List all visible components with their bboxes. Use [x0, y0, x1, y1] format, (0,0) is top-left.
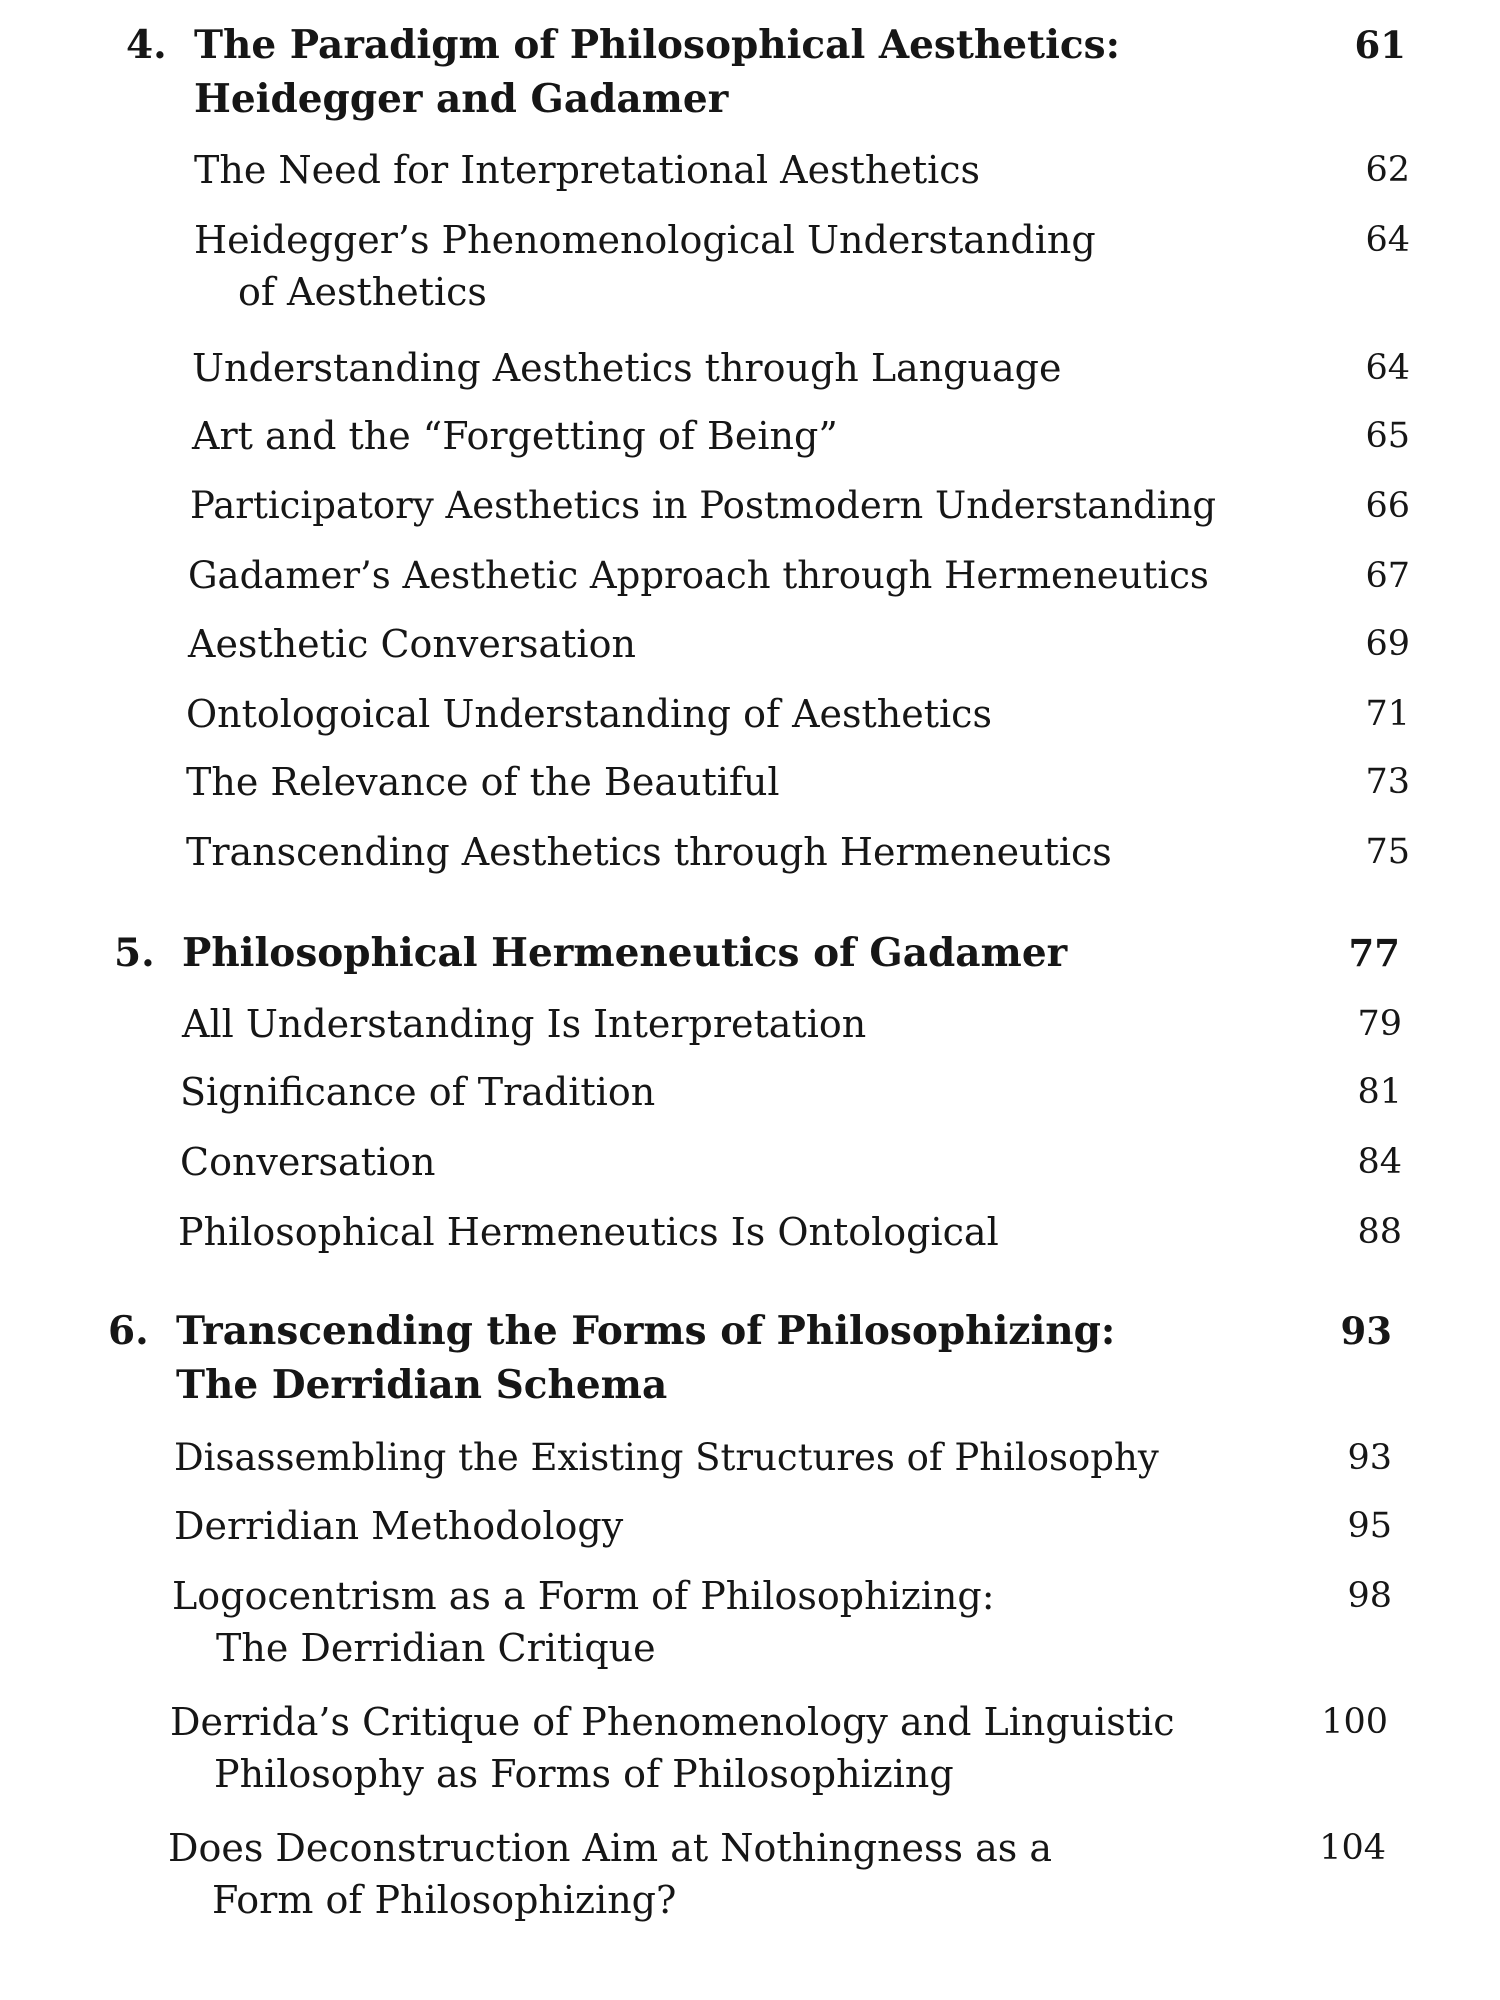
entry-title [180, 1066, 655, 1118]
entry-title-line: Aesthetic Conversation [188, 622, 636, 666]
entry-title-line: Heidegger’s Phenomenological Understanding [194, 218, 1096, 262]
entry-title-line: Participatory Aesthetics in Postmodern Understanding [190, 484, 1217, 527]
entry-title [182, 998, 866, 1050]
entry-title-line: Philosophical Hermeneutics Is Ontological [178, 1210, 999, 1254]
entry-title [194, 214, 1096, 318]
entry-title [174, 1500, 623, 1552]
entry-page-number: 73 [1365, 762, 1410, 802]
entry-page-number: 88 [1357, 1212, 1402, 1252]
entry-title [192, 410, 838, 462]
chapter-number: 6. [108, 1308, 149, 1354]
entry-title-line: Conversation [180, 1140, 436, 1184]
chapter-number: 4. [126, 22, 167, 68]
entry-title-line: Significance of Tradition [180, 1070, 656, 1114]
entry-title [188, 550, 1209, 602]
entry-page-number: 64 [1365, 348, 1410, 388]
entry-title-line: Logocentrism as a Form of Philosophizing: [172, 1574, 995, 1618]
chapter-page-number: 61 [1354, 23, 1406, 67]
entry-title [194, 144, 980, 196]
entry-title [180, 1136, 435, 1188]
entry-page-number: 75 [1365, 832, 1410, 872]
entry-title-line: Form of Philosophizing? [212, 1878, 677, 1922]
entry-page-number: 62 [1365, 150, 1410, 190]
chapter-page-number: 77 [1348, 931, 1400, 975]
entry-page-number: 64 [1365, 220, 1410, 260]
entry-title-line: Derrida’s Critique of Phenomenology and Linguistic [170, 1700, 1175, 1744]
entry-page-number: 81 [1357, 1072, 1402, 1112]
entry-title-line: of Aesthetics [238, 270, 487, 314]
entry-title [186, 756, 780, 808]
entry-page-number: 65 [1365, 416, 1410, 456]
entry-title [170, 1696, 1175, 1800]
chapter-title [176, 1304, 1115, 1412]
entry-title-line: The Derridian Critique [216, 1626, 656, 1670]
chapter-title [194, 18, 1120, 126]
entry-title-line: Ontologoical Understanding of Aesthetics [186, 692, 992, 736]
entry-title [178, 1206, 999, 1258]
entry-title [168, 1822, 1052, 1926]
chapter-title-line: Transcending the Forms of Philosophizing: [176, 1308, 1116, 1354]
entry-title [172, 1570, 995, 1674]
entry-title-line: Art and the “Forgetting of Being” [192, 414, 838, 458]
entry-page-number: 95 [1347, 1506, 1392, 1546]
chapter-number: 5. [114, 930, 155, 976]
chapter-page-number: 93 [1340, 1309, 1392, 1353]
entry-title-line: Philosophy as Forms of Philosophizing [214, 1752, 954, 1796]
entry-title [192, 342, 1061, 394]
entry-title-line: Understanding Aesthetics through Language [192, 346, 1062, 390]
entry-title [174, 1432, 1159, 1484]
entry-title-line: Gadamer’s Aesthetic Approach through Hermeneutics [188, 554, 1209, 597]
chapter-title-line: The Paradigm of Philosophical Aesthetics: [194, 22, 1120, 68]
entry-page-number: 79 [1357, 1004, 1402, 1044]
entry-title-line: All Understanding Is Interpretation [182, 1002, 867, 1046]
entry-page-number: 98 [1347, 1576, 1392, 1616]
entry-page-number: 71 [1365, 694, 1410, 734]
entry-title-line: Derridian Methodology [174, 1504, 624, 1548]
entry-page-number: 93 [1347, 1438, 1392, 1478]
entry-page-number: 84 [1357, 1142, 1402, 1182]
entry-page-number: 100 [1321, 1702, 1388, 1742]
entry-title-line: The Need for Interpretational Aesthetics [194, 148, 981, 192]
chapter-title-line: The Derridian Schema [176, 1362, 668, 1408]
entry-title-line: The Relevance of the Beautiful [186, 760, 780, 804]
entry-page-number: 104 [1319, 1828, 1386, 1868]
entry-title-line: Transcending Aesthetics through Hermeneutics [186, 830, 1112, 874]
entry-page-number: 67 [1365, 556, 1410, 596]
entry-page-number: 66 [1365, 486, 1410, 526]
entry-title [186, 688, 992, 740]
chapter-title-line: Philosophical Hermeneutics of Gadamer [182, 930, 1068, 976]
chapter-title [182, 926, 1067, 980]
entry-title [190, 480, 1216, 532]
chapter-title-line: Heidegger and Gadamer [194, 76, 729, 122]
entry-title-line: Does Deconstruction Aim at Nothingness as a [168, 1826, 1053, 1870]
entry-title-line: Disassembling the Existing Structures of Philosophy [174, 1436, 1159, 1479]
entry-title [188, 618, 636, 670]
entry-title [186, 826, 1112, 878]
entry-page-number: 69 [1365, 624, 1410, 664]
